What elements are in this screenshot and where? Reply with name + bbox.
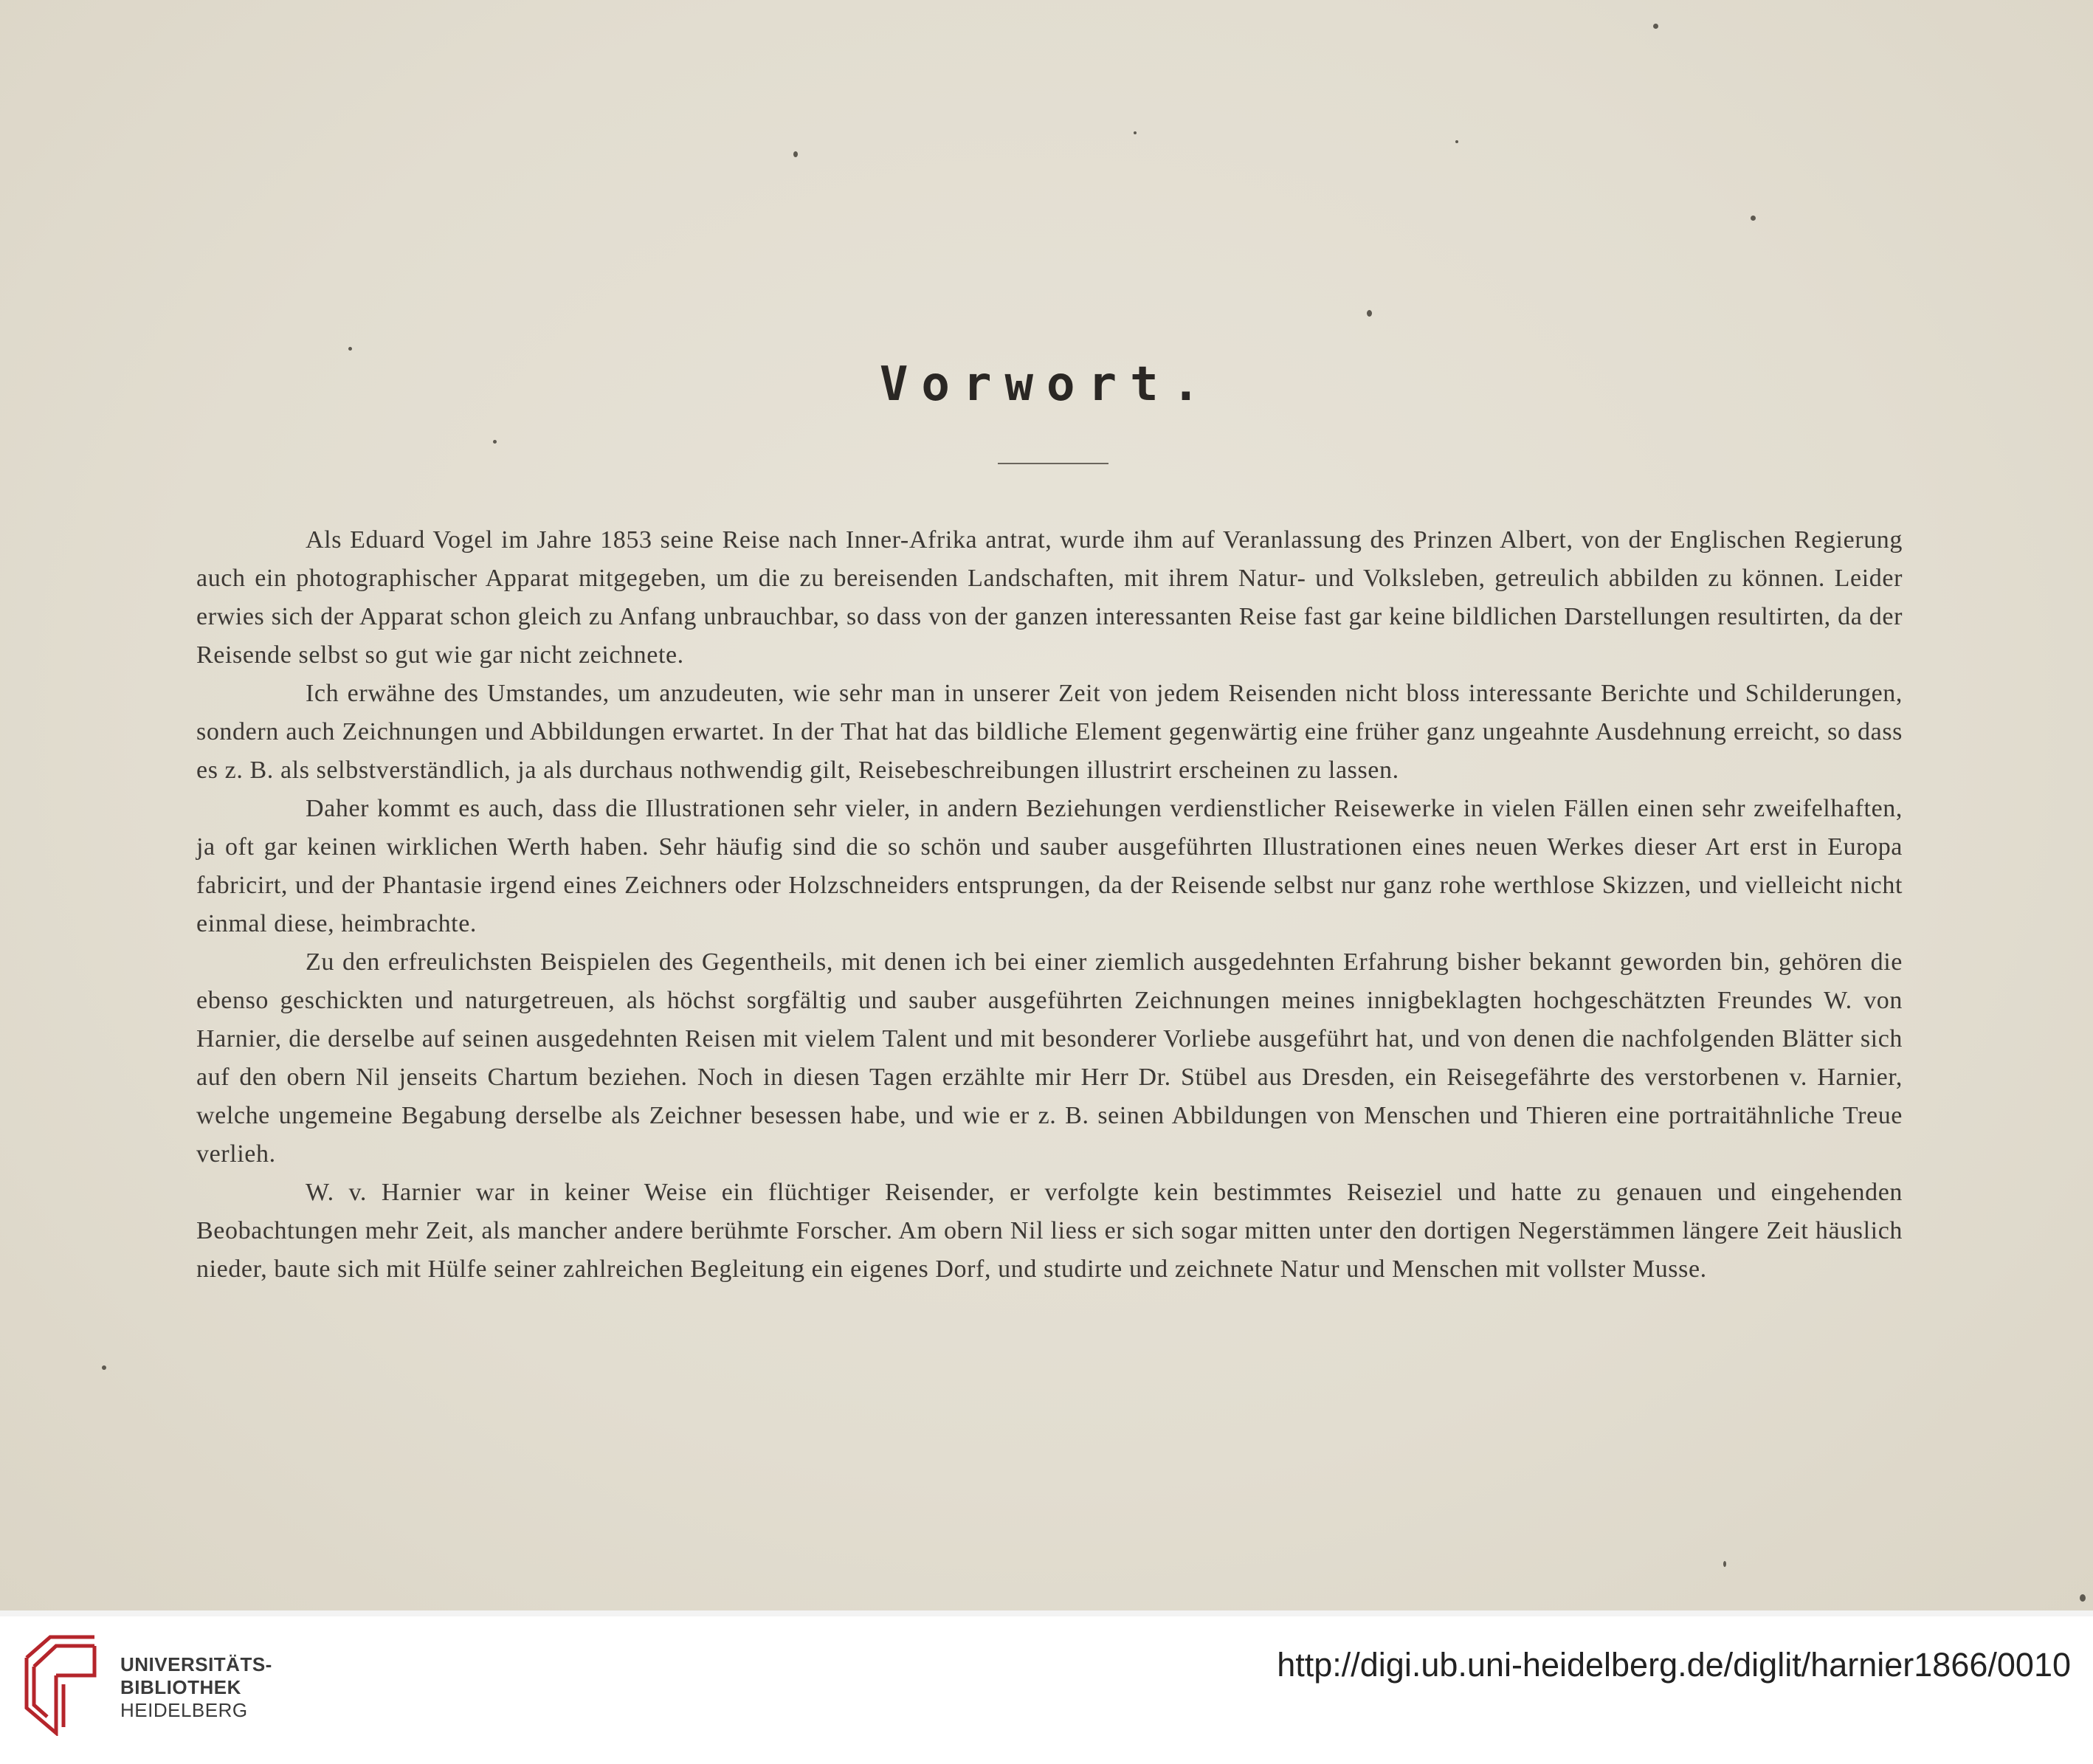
- scan-speck: [1455, 140, 1458, 143]
- paragraph: Ich erwähne des Umstandes, um anzudeuten, wie sehr man in unserer Zeit von jedem Reisenden nicht bloss interessante Berichte und Schilderungen, sondern auch Zeichnungen und Abbildungen erwartet. In der That hat das bildliche Element gegenwärtig eine früher ganz ungeahnte Ausdehnung erreicht, so dass es z. B. als selbstverständlich, ja als durchaus nothwendig gilt, Reisebeschreibungen illustrirt erscheinen zu lassen.: [196, 680, 1903, 784]
- foreword-text: [196, 521, 1903, 1289]
- scan-speck: [2080, 1594, 2086, 1602]
- page-title: Vorwort.: [879, 357, 1214, 412]
- scan-speck: [102, 1365, 106, 1370]
- scan-speck: [1134, 131, 1137, 134]
- scan-speck: [1723, 1561, 1726, 1567]
- paragraph: Als Eduard Vogel im Jahre 1853 seine Reise nach Inner-Afrika antrat, wurde ihm auf Veranlassung des Prinzen Albert, von der Englischen Regierung auch ein photographischer Apparat mitgegeben, um die zu bereisenden Landschaften, mit ihrem Natur- und Volksleben, getreulich abbilden zu können. Leider erwies sich der Apparat schon gleich zu Anfang unbrauchbar, so dass von der ganzen interessanten Reise fast gar keine bildlichen Darstellungen resultirten, da der Reisende selbst so gut wie gar nicht zeichnete.: [196, 526, 1903, 669]
- scan-speck: [1367, 310, 1372, 317]
- library-name-line: UNIVERSITÄTS-: [120, 1653, 272, 1675]
- scan-speck: [793, 151, 798, 157]
- scan-speck: [493, 440, 497, 444]
- scan-edge: [0, 1610, 2093, 1616]
- paragraph: Zu den erfreulichsten Beispielen des Gegentheils, mit denen ich bei einer ziemlich ausgedehnten Erfahrung bisher bekannt geworden bin, gehören die ebenso geschickten und naturgetreuen, als höchst sorgfältig und sauber ausgeführten Zeichnungen meines innigbeklagten hochgeschätzten Freundes W. von Harnier, die derselbe auf seinen ausgedehnten Reisen mit vielem Talent und mit besonderer Vorliebe ausgeführt hat, und von denen die nachfolgenden Blätter sich auf den obern Nil jenseits Chartum beziehen. Noch in diesen Tagen erzählte mir Herr Dr. Stübel aus Dresden, ein Reisegefährte des verstorbenen v. Harnier, welche ungemeine Begabung derselbe als Zeichner besessen habe, und wie er z. B. seinen Abbildungen von Menschen und Thieren eine portraitähnliche Treue verlieh.: [196, 948, 1903, 1168]
- library-name-line: BIBLIOTHEK: [120, 1676, 241, 1698]
- title-divider: [998, 463, 1108, 464]
- permalink-url[interactable]: http://digi.ub.uni-heidelberg.de/diglit/harnier1866/0010: [1277, 1646, 2071, 1684]
- library-footer: [0, 1616, 2093, 1764]
- ub-heidelberg-logo-icon: [21, 1634, 102, 1736]
- scan-speck: [348, 347, 352, 351]
- library-name: [120, 1653, 272, 1722]
- paragraph: W. v. Harnier war in keiner Weise ein flüchtiger Reisender, er verfolgte kein bestimmtes Reiseziel und hatte zu genauen und eingehenden Beobachtungen mehr Zeit, als mancher andere berühmte Forscher. Am obern Nil liess er sich sogar mitten unter den dortigen Negerstämmen längere Zeit häuslich nieder, baute sich mit Hülfe seiner zahlreichen Begleitung ein eigenes Dorf, und studirte und zeichnete Natur und Menschen mit vollster Musse.: [196, 1179, 1903, 1283]
- library-name-line: HEIDELBERG: [120, 1699, 248, 1721]
- scan-speck: [1751, 216, 1756, 221]
- paragraph: Daher kommt es auch, dass die Illustrationen sehr vieler, in andern Beziehungen verdienstlicher Reisewerke in vielen Fällen einen sehr zweifelhaften, ja oft gar keinen wirklichen Werth haben. Sehr häufig sind die so schön und sauber ausgeführten Illustrationen eines neuen Werkes dieser Art erst in Europa fabricirt, und der Phantasie irgend eines Zeichners oder Holzschneiders entsprungen, da der Reisende selbst nur ganz rohe werthlose Skizzen, und vielleicht nicht einmal diese, heimbrachte.: [196, 795, 1903, 937]
- scan-speck: [1653, 24, 1658, 29]
